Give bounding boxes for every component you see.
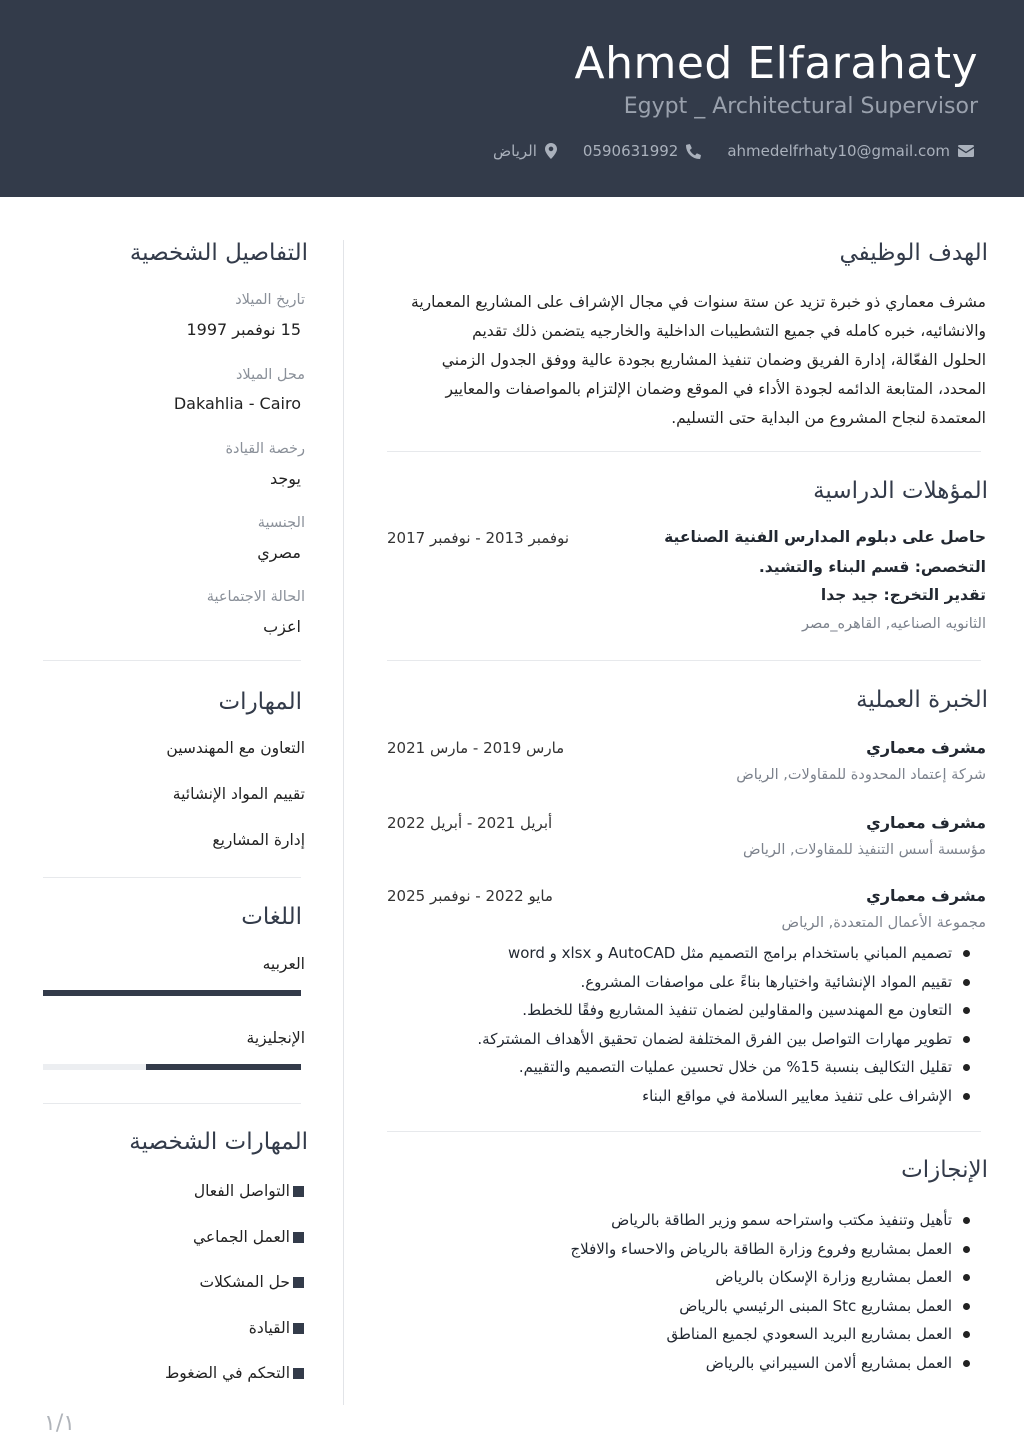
section-divider — [43, 1103, 301, 1104]
experience-heading: الخبرة العملية — [856, 687, 988, 713]
objective-paragraph — [384, 288, 986, 433]
achievements-list — [570, 1206, 972, 1377]
education-date: نوفمبر 2013 - نوفمبر 2017 — [387, 529, 570, 547]
list-item: العمل بمشاريع Stc المبنى الرئيسي بالرياض — [570, 1292, 972, 1321]
field-value: مصري — [257, 543, 301, 562]
soft-skill-item — [194, 1182, 304, 1200]
location-contact — [493, 142, 557, 160]
language-level-bar — [43, 990, 301, 996]
section-divider — [387, 1131, 981, 1132]
field-label: محل الميلاد — [235, 367, 305, 383]
contact-row — [493, 142, 974, 160]
job-company: شركة إعتماد المحدودة للمقاولات, الرياض — [736, 767, 986, 783]
job-date: مايو 2022 - نوفمبر 2025 — [387, 887, 553, 905]
personal-heading: التفاصيل الشخصية — [129, 240, 308, 266]
achievements-heading: الإنجازات — [901, 1157, 988, 1183]
skills-heading: المهارات — [218, 689, 302, 715]
soft-skill-item — [249, 1319, 304, 1337]
objective-line: والانشائيه، خبره كامله في جميع التشطيبات الداخلية والخارجيه يتضمن ذلك تقديم — [472, 322, 986, 340]
phone-contact[interactable] — [583, 142, 701, 160]
location-pin-icon — [545, 143, 557, 159]
job-title: مشرف معماري — [866, 886, 986, 905]
list-item: الإشراف على تنفيذ معايير السلامة في مواقع البناء — [477, 1082, 972, 1111]
education-school: الثانويه الصناعيه, القاهره_مصر — [801, 616, 986, 632]
list-item: تقليل التكاليف بنسبة 15% من خلال تحسين عمليات التصميم والتقييم. — [477, 1053, 972, 1082]
list-item: العمل بمشاريع وزارة الإسكان بالرياض — [570, 1263, 972, 1292]
skill-item: تقييم المواد الإنشائية — [172, 785, 305, 803]
soft-skill-label: حل المشكلات — [199, 1273, 290, 1291]
field-value: يوجد — [269, 469, 301, 488]
field-label: تاريخ الميلاد — [235, 292, 305, 308]
field-label: الحالة الاجتماعية — [206, 589, 305, 605]
section-divider — [387, 451, 981, 452]
email-contact[interactable] — [727, 142, 974, 160]
square-bullet-icon — [293, 1277, 304, 1288]
section-divider — [43, 877, 301, 878]
square-bullet-icon — [293, 1323, 304, 1334]
email-text[interactable]: ahmedelfrhaty10@gmail.com — [727, 142, 950, 160]
square-bullet-icon — [293, 1368, 304, 1379]
language-name: العربيه — [262, 955, 305, 973]
soft-skill-item — [165, 1364, 304, 1382]
job-date: أبريل 2021 - أبريل 2022 — [387, 814, 553, 832]
soft-skill-label: التحكم في الضغوط — [164, 1364, 290, 1382]
language-level-fill — [146, 1064, 301, 1070]
list-item: العمل بمشاريع ألامن السيبراني بالرياض — [570, 1349, 972, 1378]
section-divider — [43, 660, 301, 661]
skill-item: إدارة المشاريع — [212, 831, 305, 849]
job-date: مارس 2019 - مارس 2021 — [387, 739, 565, 757]
list-item: تأهيل وتنفيذ مكتب واستراحه سمو وزير الطاقة بالرياض — [570, 1206, 972, 1235]
list-item: العمل بمشاريع وفروع وزارة الطاقة بالرياض والاحساء والافلاج — [570, 1235, 972, 1264]
section-divider — [387, 660, 981, 661]
field-value: Dakahlia - Cairo — [173, 394, 301, 413]
list-item: تقييم المواد الإنشائية واختيارها بناءً على مواصفات المشروع. — [477, 968, 972, 997]
phone-text[interactable]: 0590631992 — [582, 142, 679, 160]
candidate-name: Ahmed Elfarahaty — [574, 38, 978, 89]
column-divider — [343, 240, 344, 1405]
square-bullet-icon — [293, 1232, 304, 1243]
objective-line: المعتمدة لنجاح المشروع من البداية حتى التسليم. — [671, 409, 986, 427]
candidate-subtitle: Egypt _ Architectural Supervisor — [623, 94, 978, 119]
skill-item: التعاون مع المهندسين — [166, 739, 305, 757]
list-item: تطوير مهارات التواصل بين الفرق المختلفة لضمان تحقيق الأهداف المشتركة. — [477, 1025, 972, 1054]
field-label: الجنسية — [257, 515, 305, 531]
duties-list — [477, 939, 972, 1110]
soft-skills-heading: المهارات الشخصية — [129, 1129, 308, 1155]
envelope-icon — [958, 145, 974, 157]
page-number: ١/١ — [44, 1411, 76, 1436]
objective-line: مشرف معماري ذو خبرة تزيد عن ستة سنوات في مجال الإشراف على المشاريع المعمارية — [411, 293, 986, 311]
list-item: تصميم المباني باستخدام برامج التصميم مثل AutoCAD و xlsx و word — [477, 939, 972, 968]
field-label: رخصة القيادة — [225, 441, 305, 457]
location-text: الرياض — [493, 142, 537, 160]
soft-skill-item — [200, 1273, 304, 1291]
list-item: التعاون مع المهندسين والمقاولين لضمان تنفيذ المشاريع وفقًا للخطط. — [477, 996, 972, 1025]
education-heading: المؤهلات الدراسية — [813, 478, 988, 504]
objective-heading: الهدف الوظيفي — [839, 240, 988, 266]
job-company: مؤسسة أسس التنفيذ للمقاولات, الرياض — [742, 842, 986, 858]
education-title: حاصل على دبلوم المدارس الفنية الصناعية — [664, 528, 986, 546]
header-banner — [0, 0, 1024, 197]
languages-heading: اللغات — [241, 904, 302, 930]
soft-skill-label: القيادة — [248, 1319, 290, 1337]
objective-line: الحلول الفعّالة، إدارة الفريق وضمان تنفيذ المشاريع بجودة عالية ووفق الجدول الزمني — [441, 351, 986, 369]
list-item: العمل بمشاريع البريد السعودي لجميع المناطق — [570, 1320, 972, 1349]
soft-skill-label: التواصل الفعال — [193, 1182, 290, 1200]
job-company: مجموعة الأعمال المتعددة, الرياض — [781, 915, 986, 931]
objective-line: المحدد، المتابعة الدائمه لجودة الأداء في الموقع وضمان الإلتزام بالمواصفات والمعايير — [445, 380, 986, 398]
field-value: 15 نوفمبر 1997 — [186, 320, 301, 339]
field-value: اعزب — [263, 617, 301, 636]
language-level-bar — [43, 1064, 301, 1070]
soft-skill-item — [193, 1228, 304, 1246]
square-bullet-icon — [293, 1186, 304, 1197]
language-name: الإنجليزية — [246, 1029, 305, 1047]
job-title: مشرف معماري — [866, 738, 986, 757]
language-level-fill — [43, 990, 301, 996]
soft-skill-label: العمل الجماعي — [192, 1228, 290, 1246]
education-grade: تقدير التخرج: جيد جدا — [820, 586, 986, 604]
phone-icon — [686, 144, 701, 159]
job-title: مشرف معماري — [866, 813, 986, 832]
education-specialization: التخصص: قسم البناء والتشيد. — [758, 558, 986, 576]
